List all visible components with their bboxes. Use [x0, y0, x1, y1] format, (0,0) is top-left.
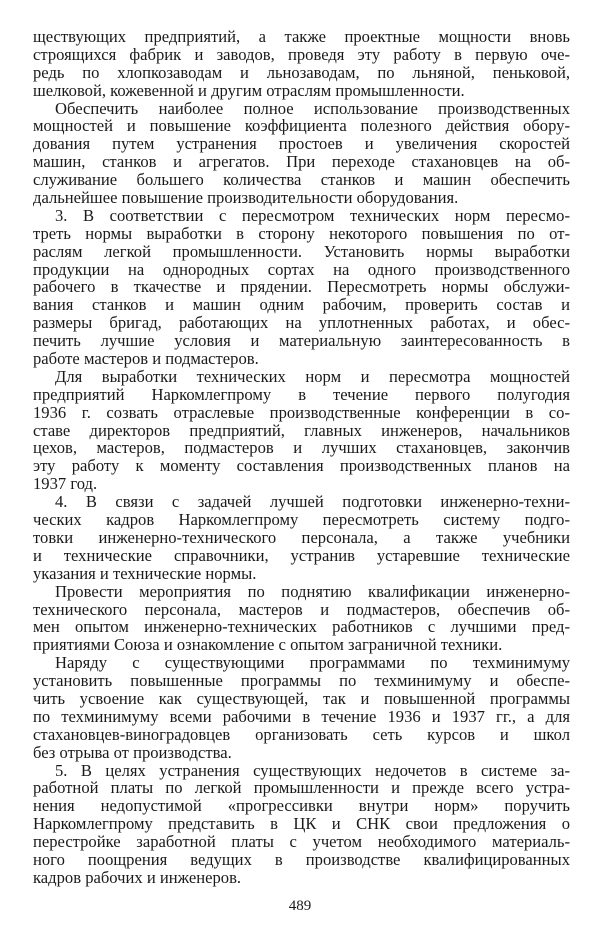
text-line: шелковой, кожевенной и другим отраслям промышленности. [33, 80, 465, 100]
text-line: машин, станков и агрегатов. При переходе стахановцев на об- [33, 152, 570, 172]
text-line: продукции на однородных сортах на одного производственного [33, 259, 570, 279]
text-line: по техминимуму всеми рабочими в течение 1936 и 1937 гг., а для [33, 706, 570, 726]
text-line: редь по хлопкозаводам и льнозаводам, по льняной, пеньковой, [33, 62, 570, 82]
text-line: вания станков и машин одним рабочим, проверить состав и [33, 295, 570, 315]
text-line: дования путем устранения простоев и увеличения скоростей [33, 134, 570, 154]
text-line: рабочего в ткачестве и прядении. Пересмотреть нормы обслужи- [33, 277, 570, 297]
text-line: строящихся фабрик и заводов, проведя эту работу в первую оче- [33, 44, 570, 64]
text-line: Провести мероприятия по поднятию квалификации инженерно- [55, 581, 570, 601]
text-line: без отрыва от производства. [33, 742, 232, 762]
text-line: и технические справочники, устранив устаревшие технические [33, 545, 570, 565]
text-line: мощностей и повышение коэффициента полезного действия обору- [33, 116, 570, 136]
text-line: Наркомлегпрому представить в ЦК и СНК свои предложения о [33, 814, 570, 834]
text-line: установить повышенные программы по техминимуму и обеспе- [33, 671, 570, 691]
text-line: ществующих предприятий, а также проектные мощности вновь [33, 27, 570, 46]
text-line: ставе директоров предприятий, главных инженеров, начальников [33, 420, 570, 440]
text-line: цехов, мастеров, подмастеров и лучших стахановцев, закончив [33, 438, 570, 458]
paragraph [33, 100, 570, 207]
text-line: мен опытом инженерно-технических работников с лучшими пред- [33, 617, 570, 637]
paragraph [33, 207, 570, 368]
text-line: размеры бригад, работающих на уплотненных работах, и обес- [33, 313, 570, 333]
text-line: нения недопустимой «прогрессивки внутри норм» поручить [33, 796, 570, 816]
paragraph [33, 28, 570, 100]
text-line: товки инженерно-технического персонала, а также учебники [33, 527, 570, 547]
text-line: Обеспечить наиболее полное использование производственных [55, 98, 570, 118]
body-text [33, 28, 570, 887]
text-line: раслям легкой промышленности. Установить нормы выработки [33, 241, 570, 261]
text-line: Наряду с существующими программами по техминимуму [55, 653, 570, 673]
text-line: 4. В связи с задачей лучшей подготовки инженерно-техни- [55, 492, 570, 512]
page-number: 489 [288, 898, 312, 914]
text-line: служивание большего количества станков и машин обеспечить [33, 170, 570, 190]
text-line: кадров рабочих и инженеров. [33, 867, 242, 887]
text-line: указания и технические нормы. [33, 563, 257, 583]
text-line: Для выработки технических норм и пересмотра мощностей [55, 366, 570, 386]
paragraph [33, 493, 570, 582]
text-line: ного поощрения ведущих в производстве квалифицированных [33, 849, 570, 869]
text-line: дальнейшее повышение производительности оборудования. [33, 188, 459, 208]
text-line: 1937 год. [33, 474, 98, 494]
text-line: предприятий Наркомлегпрому в течение первого полугодия [33, 384, 570, 404]
paragraph [33, 654, 570, 761]
text-line: ческих кадров Наркомлегпрому пересмотреть систему подго- [33, 510, 570, 530]
text-line: чить усвоение как существующей, так и повышенной программы [33, 688, 570, 708]
text-line: работной платы по легкой промышленности и прежде всего устра- [33, 778, 570, 798]
text-line: эту работу к моменту составления производственных планов на [33, 456, 570, 476]
paragraph [33, 583, 570, 655]
paragraph [33, 762, 570, 887]
text-line: работе мастеров и подмастеров. [33, 349, 259, 369]
text-line: приятиями Союза и ознакомление с опытом заграничной техники. [33, 635, 503, 655]
text-line: треть нормы выработки в сторону некоторого повышения по от- [33, 223, 570, 243]
text-line: стахановцев-виноградовцев организовать сеть курсов и школ [33, 724, 570, 744]
paragraph [33, 368, 570, 493]
text-line: технического персонала, мастеров и подмастеров, обеспечив об- [33, 599, 570, 619]
text-line: 1936 г. созвать отраслевые производственные конференции в со- [33, 402, 570, 422]
text-line: перестройке заработной платы с учетом необходимого материаль- [33, 832, 570, 852]
text-line: печить лучшие условия и материальную заинтересованность в [33, 331, 570, 351]
text-line: 5. В целях устранения существующих недочетов в системе за- [55, 760, 570, 780]
text-line: 3. В соответствии с пересмотром технических норм пересмо- [55, 205, 570, 225]
